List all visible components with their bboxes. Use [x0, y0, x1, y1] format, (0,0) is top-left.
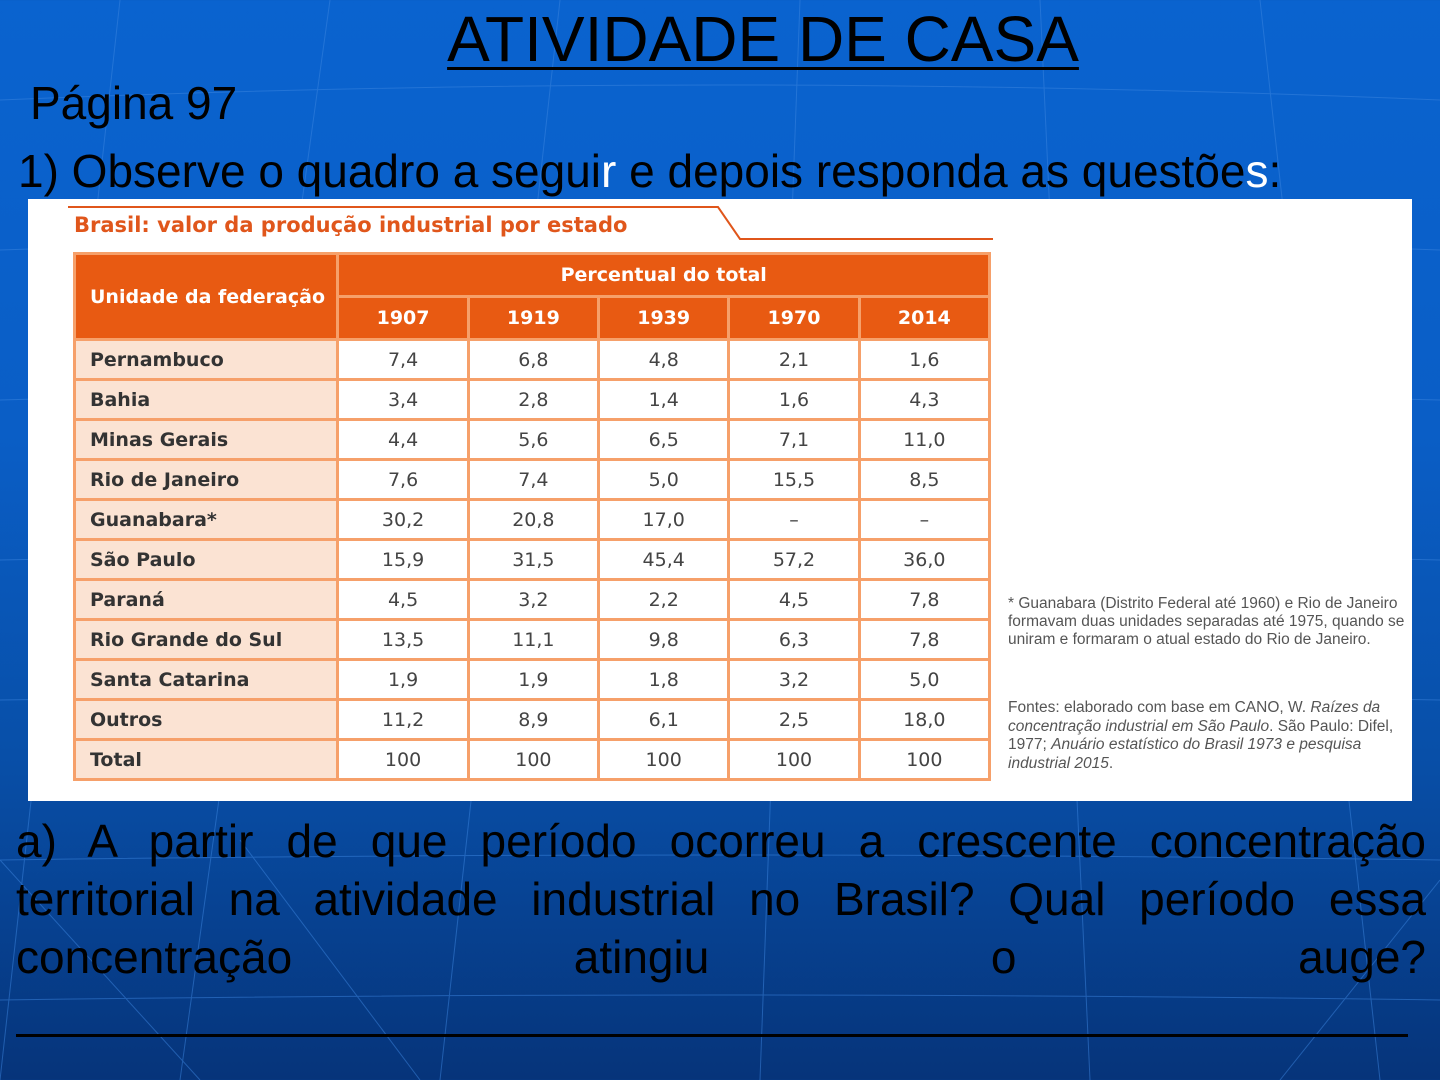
header-federation: Unidade da federação	[75, 254, 338, 340]
value-cell: 11,0	[859, 420, 989, 460]
value-cell: 7,4	[338, 340, 468, 380]
question-text-highlight-s: s	[1245, 145, 1269, 197]
state-cell: Guanabara*	[75, 500, 338, 540]
state-cell: Total	[75, 740, 338, 780]
value-cell: 100	[338, 740, 468, 780]
state-cell: Paraná	[75, 580, 338, 620]
table-row	[75, 700, 990, 740]
value-cell: 100	[859, 740, 989, 780]
value-cell: 4,5	[338, 580, 468, 620]
value-cell: 20,8	[468, 500, 598, 540]
table-row	[75, 620, 990, 660]
value-cell: 3,4	[338, 380, 468, 420]
value-cell: 5,0	[859, 660, 989, 700]
header-year: 1907	[338, 297, 468, 340]
value-cell: 1,9	[338, 660, 468, 700]
value-cell: 3,2	[729, 660, 859, 700]
table-row	[75, 340, 990, 380]
value-cell: 7,4	[468, 460, 598, 500]
source-end: .	[1108, 754, 1114, 772]
value-cell: 100	[468, 740, 598, 780]
table-footnote: * Guanabara (Distrito Federal até 1960) e Rio de Janeiro formavam duas unidades separadas até 1975, quando se uniram e formaram o atual estado do Rio de Janeiro.	[1008, 595, 1405, 648]
value-cell: 5,6	[468, 420, 598, 460]
value-cell: 2,5	[729, 700, 859, 740]
header-year: 1970	[729, 297, 859, 340]
value-cell: 4,5	[729, 580, 859, 620]
value-cell: 7,6	[338, 460, 468, 500]
value-cell: 5,0	[599, 460, 729, 500]
table-row	[75, 580, 990, 620]
value-cell: 3,2	[468, 580, 598, 620]
question-text-part1: Observe o quadro a segui	[58, 145, 602, 197]
value-cell: 6,1	[599, 700, 729, 740]
value-cell: –	[859, 500, 989, 540]
value-cell: 4,4	[338, 420, 468, 460]
source-title-1: Raízes da concentração industrial em São Paulo	[1008, 699, 1381, 735]
page-label: Página 97	[30, 77, 238, 129]
value-cell: 9,8	[599, 620, 729, 660]
value-cell: 2,2	[599, 580, 729, 620]
value-cell: –	[729, 500, 859, 540]
table-figure	[28, 199, 1412, 801]
value-cell: 8,5	[859, 460, 989, 500]
value-cell: 45,4	[599, 540, 729, 580]
table-row	[75, 380, 990, 420]
answer-line[interactable]	[16, 1034, 1408, 1037]
state-cell: Rio de Janeiro	[75, 460, 338, 500]
table-caption: Brasil: valor da produção industrial por estado	[74, 213, 628, 237]
state-cell: Outros	[75, 700, 338, 740]
table-row	[75, 460, 990, 500]
question-1	[18, 144, 1281, 198]
table-body	[75, 340, 990, 780]
header-year: 1919	[468, 297, 598, 340]
table-row	[75, 500, 990, 540]
value-cell: 7,1	[729, 420, 859, 460]
question-a: a) A partir de que período ocorreu a crescente concentração territorial na atividade industrial no Brasil? Qual período essa concentração atingiu o auge?	[16, 815, 1426, 983]
value-cell: 15,5	[729, 460, 859, 500]
question-number: 1)	[18, 145, 59, 197]
value-cell: 57,2	[729, 540, 859, 580]
value-cell: 11,2	[338, 700, 468, 740]
value-cell: 2,8	[468, 380, 598, 420]
table-row	[75, 660, 990, 700]
value-cell: 6,8	[468, 340, 598, 380]
value-cell: 2,1	[729, 340, 859, 380]
value-cell: 11,1	[468, 620, 598, 660]
state-cell: Minas Gerais	[75, 420, 338, 460]
value-cell: 17,0	[599, 500, 729, 540]
question-text-highlight-r: r	[601, 145, 617, 197]
question-text-part3: :	[1268, 145, 1282, 197]
slide-title: ATIVIDADE DE CASA	[447, 3, 1079, 75]
table-source	[1008, 699, 1406, 773]
header-row-1	[75, 254, 990, 297]
value-cell: 36,0	[859, 540, 989, 580]
value-cell: 13,5	[338, 620, 468, 660]
header-percent: Percentual do total	[338, 254, 990, 297]
value-cell: 6,3	[729, 620, 859, 660]
state-cell: Rio Grande do Sul	[75, 620, 338, 660]
header-year: 1939	[599, 297, 729, 340]
value-cell: 31,5	[468, 540, 598, 580]
value-cell: 8,9	[468, 700, 598, 740]
value-cell: 1,6	[859, 340, 989, 380]
table-row	[75, 540, 990, 580]
value-cell: 7,8	[859, 580, 989, 620]
value-cell: 4,8	[599, 340, 729, 380]
question-text-part2: e depois responda as questõe	[616, 145, 1246, 197]
value-cell: 100	[599, 740, 729, 780]
state-cell: Pernambuco	[75, 340, 338, 380]
source-title-2: Anuário estatístico do Brasil 1973 e pesquisa industrial 2015	[1008, 736, 1362, 772]
value-cell: 7,8	[859, 620, 989, 660]
value-cell: 18,0	[859, 700, 989, 740]
value-cell: 6,5	[599, 420, 729, 460]
source-mid: . São Paulo: Difel, 1977;	[1008, 717, 1394, 753]
value-cell: 4,3	[859, 380, 989, 420]
table-row	[75, 740, 990, 780]
header-year: 2014	[859, 297, 989, 340]
value-cell: 1,6	[729, 380, 859, 420]
table-row	[75, 420, 990, 460]
state-cell: Santa Catarina	[75, 660, 338, 700]
source-prefix: Fontes: elaborado com base em CANO, W.	[1008, 699, 1311, 716]
value-cell: 15,9	[338, 540, 468, 580]
value-cell: 100	[729, 740, 859, 780]
state-cell: Bahia	[75, 380, 338, 420]
state-cell: São Paulo	[75, 540, 338, 580]
value-cell: 1,8	[599, 660, 729, 700]
value-cell: 1,4	[599, 380, 729, 420]
value-cell: 30,2	[338, 500, 468, 540]
value-cell: 1,9	[468, 660, 598, 700]
production-table	[73, 252, 991, 781]
